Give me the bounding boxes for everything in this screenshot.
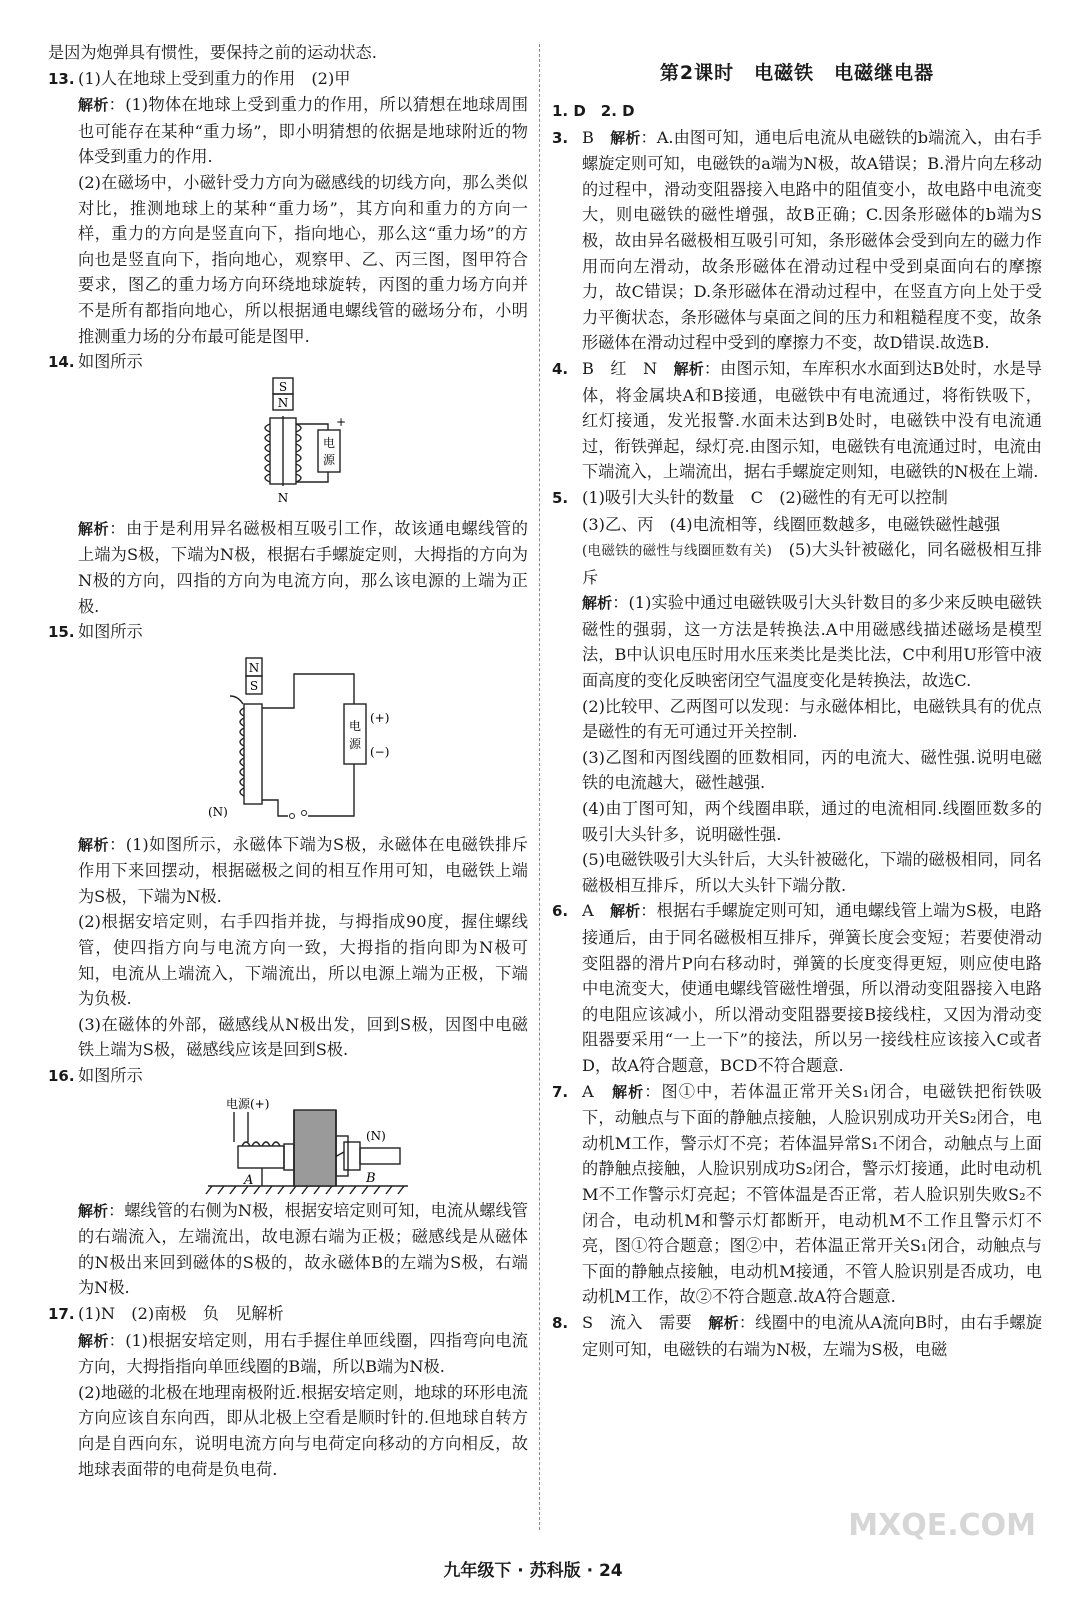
watermark: MXQE.COM — [848, 1508, 1036, 1543]
q6-answer: A — [582, 901, 594, 921]
q5-analysis-p5: (5)电磁铁吸引大头针后，大头针被磁化，下端的磁极相同，同名磁极相互排斥，所以大头针下端分散. — [582, 850, 1042, 895]
q17-number: 17. — [48, 1305, 75, 1323]
q15-minus: (−) — [370, 744, 390, 759]
q14-magnet-n: N — [277, 395, 289, 410]
line-continued: 是因为炮弹具有惯性，要保持之前的运动状态. — [48, 43, 377, 62]
q14-figure — [48, 376, 528, 516]
q5-answer-1: (1)吸引大头针的数量 C (2)磁性的有无可以控制 — [582, 487, 948, 507]
q3-analysis: ：A.由图可知，通电后电流从电磁铁的b端流入，由右手螺旋定则可知，电磁铁的a端为N极，故A错误；B.滑片向左移动的过程中，滑动变阻器接入电路中的阻值变小，故电路中电流变大，则电磁铁的磁性增强，故B正确；C.因条形磁体的b端为S极，故由异名磁极相互吸引可知，条形磁体会受到向左的磁力作用而向左滑动，故条形磁体在滑动过程中受到桌面向右的摩擦力，故C错误；D.条形磁体在滑动过程中，在竖直方向上处于受力平衡状态，条形磁体与桌面之间的压力和粗糙程度不变，故条形磁体在滑动过程中受到的摩擦力不变，故D错误.故选B. — [582, 127, 1042, 353]
analysis-label: 解析 — [78, 1331, 109, 1350]
analysis-label: 解析 — [612, 1082, 645, 1101]
q5 — [552, 485, 1042, 512]
q8-number: 8. — [552, 1313, 569, 1332]
q15-analysis-p3: (3)在磁体的外部，磁感线从N极出发，回到S极，因图中电磁铁上端为S极，磁感线应该是回到S极. — [78, 1014, 528, 1060]
q16-number: 16. — [48, 1067, 75, 1086]
q15-figure — [48, 646, 528, 832]
q7 — [552, 1079, 1042, 1310]
q3-number: 3. — [552, 128, 569, 147]
q13-analysis-p2: (2)在磁场中，小磁针受力方向为磁感线的切线方向，那么类似对比，推测地球上的某种“重力场”，其方向和重力的方向一样，重力的方向是竖直向下，指向地心，那么这“重力场”的方向也是竖直向下，指向地心，观察甲、乙、丙三图，图甲符合要求，图乙的重力场方向环绕地球旋转，丙图的重力场方向并不是所有都指向地心，所以根据通电螺线管的磁场分布，小明推测重力场的分布最可能是图甲. — [78, 172, 528, 346]
q8-analysis: ：线圈中的电流从A流向B时，由右手螺旋定则可知，电磁铁的右端为N极，左端为S极，电磁 — [582, 1312, 1043, 1359]
analysis-label: 解析 — [78, 96, 109, 115]
q15-n-label: (N) — [208, 804, 228, 819]
q15-magnet-top: N — [248, 660, 260, 675]
q13-analysis — [48, 92, 528, 170]
q17-analysis-p2: (2)地磁的北极在地理南极附近.根据安培定则，地球的环形电流方向应该自东向西，即从北极上空看是顺时针的.但地球自转方向是自西向东，说明电流方向与电荷定向移动的方向相反，故地球表面带的电荷是负电荷. — [78, 1382, 528, 1479]
q6 — [552, 898, 1042, 1078]
q5-answer-3-text: (5)大头针被磁化，同名磁极相互排斥 — [582, 540, 1042, 587]
q15-source-2: 源 — [348, 736, 362, 751]
q5-answer-2: (3)乙、丙 (4)电流相等，线圈匝数越多，电磁铁磁性越强 — [582, 514, 1001, 534]
q15-source-1: 电 — [348, 718, 362, 733]
q16-answer — [48, 1063, 528, 1090]
q15-magnet-bottom: S — [249, 678, 259, 693]
q14-source-2: 源 — [322, 452, 336, 467]
q15-answer — [48, 619, 528, 646]
q14-source-1: 电 — [322, 435, 336, 450]
q15-plus: (+) — [370, 710, 390, 725]
q15-analysis — [48, 832, 528, 910]
q4 — [552, 356, 1042, 485]
q16-a-label: A — [244, 1172, 254, 1188]
analysis-label: 解析 — [78, 519, 110, 538]
left-column — [48, 40, 528, 1482]
q16-analysis — [48, 1198, 528, 1301]
q16-n-label: (N) — [366, 1128, 386, 1143]
analysis-label: 解析 — [708, 1313, 739, 1332]
q14-analysis — [48, 516, 528, 619]
q17-analysis — [48, 1328, 528, 1380]
q14-number: 14. — [48, 353, 75, 372]
q15-analysis-p2: (2)根据安培定则，右手四指并拢，与拇指成90度，握住螺线管，使四指方向与电流方向一致，大拇指的指向即为N极可知，电流从上端流入，下端流出，所以电源上端为正极，下端为负极. — [78, 912, 528, 1009]
q16-b-label: B — [366, 1170, 376, 1186]
q15-answer-text: 如图所示 — [78, 622, 143, 642]
q14-answer — [48, 349, 528, 376]
q5-number: 5. — [552, 488, 569, 507]
q5-answer-3 — [552, 537, 1042, 590]
q7-analysis: ：图①中，若体温正常开关S₁闭合，电磁铁把衔铁吸下，动触点与下面的静触点接触，人脸识别成功开关S₂闭合，电动机M工作，警示灯不亮；若体温异常S₁不闭合，动触点与上面的静触点接触，人脸识别成功S₂闭合，警示灯接通，此时电动机M不工作警示灯亮起；不管体温是否正常，若人脸识别失败S₂不闭合，电动机M和警示灯都断开，电动机M不工作且警示灯不亮，图①符合题意；图②中，若体温正常开关S₁闭合，动触点与下面的静触点接触，电动机M接通，不管人脸识别是否成功，电动机M工作，故②不符合题意.故A符合题意. — [582, 1081, 1042, 1307]
q5-answer-note: (电磁铁的磁性与线圈匝数有关) — [582, 543, 772, 560]
analysis-label: 解析 — [78, 1201, 109, 1220]
q13-analysis-p1: ：(1)物体在地球上受到重力的作用，所以猜想在地球周围也可能存在某种“重力场”，即小明猜想的依据是地球附近的物体受到重力的作用. — [78, 95, 528, 167]
q5-analysis-p4: (4)由丁图可知，两个线圈串联，通过的电流相同.线圈匝数多的吸引大头针多，说明磁性强. — [582, 799, 1042, 844]
q13-answer-text: (1)人在地球上受到重力的作用 (2)甲 — [78, 68, 351, 88]
q13-number: 13. — [48, 69, 75, 88]
q5-analysis — [552, 590, 1042, 693]
q5-analysis-p1: ：(1)实验中通过电磁铁吸引大头针数目的多少来反映电磁铁磁性的强弱，这一方法是转换法.A中用磁感线描述磁场是模型法，B中认识电压时用水压来类比是类比法，C中利用U形管中液面高度的变化反映密闭空气温度变化是转换法，故选C. — [582, 593, 1042, 691]
q15-analysis-p1: ：(1)如图所示，永磁体下端为S极，永磁体在电磁铁排斥作用下来回摆动，根据磁极之间的相互作用可知，电磁铁上端为S极，下端为N极. — [78, 834, 528, 906]
q8 — [552, 1310, 1042, 1362]
q16-source-label: 电源(+) — [226, 1096, 270, 1111]
analysis-label: 解析 — [610, 128, 641, 147]
section-title: 第2课时 电磁铁 电磁继电器 — [659, 62, 935, 84]
q5-analysis-p3: (3)乙图和丙图线圈的匝数相同，丙的电流大、磁性强.说明电磁铁的电流越大，磁性越强. — [582, 747, 1042, 793]
q16-answer-text: 如图所示 — [78, 1066, 143, 1086]
q14-magnet-s: S — [278, 379, 288, 394]
q8-answer: S 流入 需要 — [582, 1312, 692, 1332]
q4-number: 4. — [552, 359, 569, 378]
q17-answer — [48, 1301, 528, 1328]
analysis-label: 解析 — [78, 835, 110, 854]
q17-answer-text: (1)N (2)南极 负 见解析 — [78, 1304, 284, 1323]
q16-analysis-text: ：螺线管的右侧为N极，根据安培定则可知，电流从螺线管的右端流入，左端流出，故电源右端为正极；磁感线是从磁体的N极出来回到磁体的S极的，故永磁体B的左端为S极，右端为N极. — [78, 1200, 528, 1298]
q3 — [552, 125, 1042, 356]
q14-answer-text: 如图所示 — [78, 352, 143, 372]
q4-analysis: ：由图示知，车库积水水面到达B处时，水是导体，将金属块A和B接通，电磁铁中有电流通过，将衔铁吸下，红灯接通，发光报警.水面未达到B处时，电磁铁中没有电流通过，衔铁弹起，绿灯亮.由图示知，电磁铁有电流通过时，电流由下端流入，上端流出，据右手螺旋定则知，电磁铁的N极在上端. — [582, 358, 1042, 482]
q14-analysis-text: ：由于是利用异名磁极相互吸引工作，故该通电螺线管的上端为S极，下端为N极，根据右手螺旋定则，大拇指的方向为N极的方向，四指的方向为电流方向，那么该电源的上端为正极. — [78, 518, 528, 616]
q14-plus: + — [336, 414, 347, 429]
q3-answer: B — [582, 127, 594, 147]
analysis-label: 解析 — [610, 902, 641, 921]
analysis-label: 解析 — [582, 594, 613, 613]
q17-analysis-p1: ：(1)根据安培定则，用右手握住单匝线圈，四指弯向电流方向，大拇指指向单匝线圈的B端，所以B端为N极. — [78, 1330, 528, 1377]
q15-number: 15. — [48, 623, 75, 642]
right-column — [552, 40, 1042, 1362]
column-divider — [539, 44, 540, 1530]
analysis-label: 解析 — [673, 359, 704, 378]
q4-answer: B 红 N — [582, 358, 658, 378]
q7-number: 7. — [552, 1082, 569, 1101]
q14-coil-n: N — [277, 490, 289, 505]
answers-1-2: 1. D 2. D — [552, 102, 635, 120]
q6-number: 6. — [552, 902, 569, 921]
q6-analysis: ：根据右手螺旋定则可知，通电螺线管上端为S极，电路接通后，由于同名磁极相互排斥，弹簧长度会变短；若要使滑动变阻器的滑片P向右移动时，弹簧的长度变得更短，则应使电路中电流变大，使通电螺线管磁性增强，所以滑动变阻器接入电路的电阻应该减小，所以滑动变阻器要接B接线柱，又因为滑动变阻器要采用“一上一下”的接法，所以另一接线柱应该接入C或者D，故A符合题意，BCD不符合题意. — [582, 901, 1042, 1075]
q16-figure — [48, 1090, 528, 1198]
q13-answer — [48, 66, 528, 93]
q7-answer: A — [582, 1081, 594, 1101]
q5-analysis-p2: (2)比较甲、乙两图可以发现：与永磁体相比，电磁铁具有的优点是磁性的有无可通过开关控制. — [582, 696, 1042, 742]
page-footer: 九年级下 · 苏科版 · 24 — [443, 1561, 623, 1581]
